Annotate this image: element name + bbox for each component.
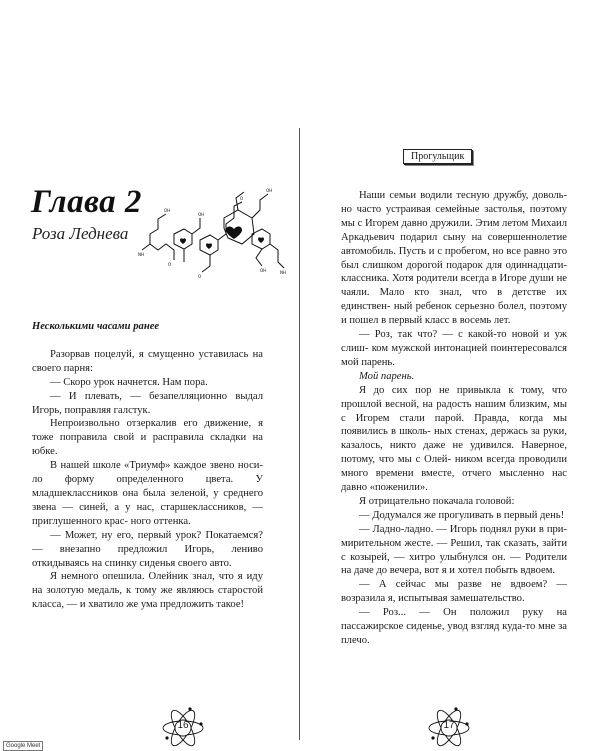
paragraph: — Роз, так что? — с какой-то новой и уж слиш- ком мужской интонацией поинтересовался мой парень.: [341, 329, 567, 368]
svg-text:O: O: [168, 262, 172, 267]
svg-text:O: O: [240, 196, 244, 201]
right-page-text: [341, 189, 567, 648]
svg-text:OH: OH: [266, 188, 273, 193]
google-meet-tab[interactable]: Google Meet: [3, 741, 43, 751]
paragraph: Я до сих пор не привыкла к тому, что прошлой весной, на радость нашим близким, мы с Игорем стали парой. Правда, когда мы появились в школь- ных стенах, держась за руки, казалось, никто даже не удивился. Наверное, потому, что мы с Олей- ником всегда проводили много времени вместе, отчего мысленно нас давно «поженили».: [341, 384, 568, 494]
paragraph: Я немного опешила. Олейник знал, что я иду на золотую медаль, к тому же являюсь старостой класса, — и хватило же ума предложить такое!: [32, 571, 263, 611]
paragraph: Я отрицательно покачала головой:: [359, 495, 515, 507]
right-page: [300, 0, 600, 750]
paragraph: Разорвав поцелуй, я смущенно уставилась на своего парня:: [32, 348, 263, 374]
paragraph: — Роз... — Он положил руку на пассажирское сиденье, увод взгляд куда-то мне за плечо.: [341, 607, 568, 646]
svg-text:NH: NH: [280, 270, 286, 275]
paragraph: — Скоро урок начнется. Нам пора.: [50, 376, 208, 388]
svg-text:OH: OH: [260, 268, 267, 273]
svg-text:OH: OH: [164, 208, 171, 213]
paragraph: Мой парень.: [359, 370, 415, 382]
paragraph: Непроизвольно отзеркалив его движение, я тоже поправила свой и расправила складки на юбке.: [32, 418, 263, 458]
running-header: Прогульщик: [403, 149, 472, 164]
paragraph: — Додумался же прогуливать в первый день!: [359, 509, 565, 521]
svg-text:OH: OH: [198, 212, 205, 217]
scene-subtitle: Несколькими часами ранее: [32, 321, 160, 332]
paragraph: — И плевать, — безапелляционно выдал Игорь, поправляя галстук.: [32, 390, 263, 416]
paragraph: — Ладно-ладно. — Игорь поднял руки в при- мирительном жесте. — Решил, так сказать, зайти с козырей, — хитро улыбнулся он. — Родители на даче до вечера, вот я и хотел побыть вдвоем.: [341, 523, 567, 577]
left-page-text: [32, 320, 263, 612]
molecule-heart-illustration: [138, 184, 288, 279]
paragraph: В нашей школе «Триумф» каждое звено носи- ло форму определенного цвета. У младшеклассников она была зеленой, у среднего звена — синей, а у нас, старшеклассников, — приглушенного крас- ного оттенка.: [32, 460, 263, 527]
svg-text:O: O: [198, 274, 202, 279]
left-page: [0, 0, 299, 750]
svg-text:NH: NH: [138, 252, 144, 257]
paragraph: — Может, ну его, первый урок? Покатаемся? — внезапно предложил Игорь, лениво откидываясь на спинку сиденья своего авто.: [32, 529, 264, 569]
chapter-title: Глава 2: [31, 184, 142, 220]
page-number-16: 16: [160, 705, 206, 751]
paragraph: Наши семьи водили тесную дружбу, доволь- но часто устраивая семейные застолья, поэтому мы с Игорем давно дружили. Этим летом Михаил Аркадьевич подарил сыну на совершеннолетие автомобиль. Пусть и с пробегом, но все равно это был слишком дорогой подарок для одиннадцати- классника. Хотя родители всегда в Игоре души не чаяли. Мало кто знал, что в детстве их единствен- ный ребенок серьезно болел, поэтому и пошел в первый класс в восемь лет.: [341, 190, 567, 327]
chapter-author: Роза Леднева: [32, 224, 129, 243]
page-number-17: 17: [426, 705, 472, 751]
paragraph: — А сейчас мы разве не вдвоем? — возразила я, испытывая замешательство.: [341, 579, 567, 605]
